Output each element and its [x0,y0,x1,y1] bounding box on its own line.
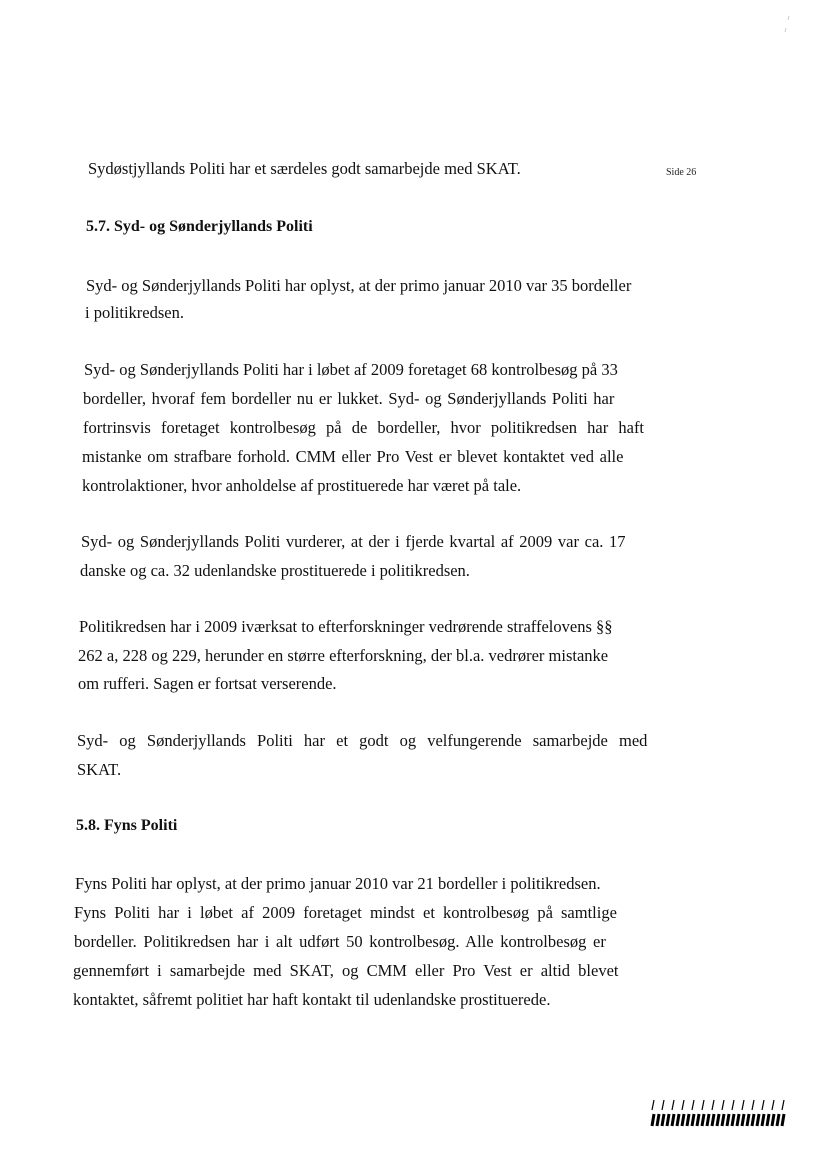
paragraph-line: bordeller, hvoraf fem bordeller nu er lukket. Syd- og Sønderjyllands Politi har [83,389,615,408]
barcode-mark [650,1098,790,1128]
paragraph-line: 262 a, 228 og 229, herunder en større efterforskning, der bl.a. vedrører mistanke [78,646,609,665]
paragraph-line: Syd- og Sønderjyllands Politi har et godt og velfungerende samarbejde med [77,731,648,750]
paragraph-line: mistanke om strafbare forhold. CMM eller Pro Vest er blevet kontaktet ved alle [82,447,624,466]
intro-line: Sydøstjyllands Politi har et særdeles godt samarbejde med SKAT. [88,159,521,178]
paragraph-line: danske og ca. 32 udenlandske prostituerede i politikredsen. [80,561,470,580]
paragraph-line: Syd- og Sønderjyllands Politi har oplyst, at der primo januar 2010 var 35 bordeller [86,276,632,295]
paragraph-line: Fyns Politi har i løbet af 2009 foretaget mindst et kontrolbesøg på samtlige [74,903,617,922]
paragraph-line: Syd- og Sønderjyllands Politi har i løbet af 2009 foretaget 68 kontrolbesøg på 33 [84,360,618,379]
paragraph-line: kontrolaktioner, hvor anholdelse af prostituerede har været på tale. [82,476,522,495]
paragraph-line: Politikredsen har i 2009 iværksat to efterforskninger vedrørende straffelovens §§ [79,617,613,636]
paragraph-line: Fyns Politi har oplyst, at der primo januar 2010 var 21 bordeller i politikredsen. [75,874,601,893]
paragraph-line: bordeller. Politikredsen har i alt udført 50 kontrolbesøg. Alle kontrolbesøg er [74,932,606,951]
paragraph-line: kontaktet, såfremt politiet har haft kontakt til udenlandske prostituerede. [73,990,551,1009]
page-number: Side 26 [666,167,697,178]
paragraph-line: Syd- og Sønderjyllands Politi vurderer, at der i fjerde kvartal af 2009 var ca. 17 [81,532,626,551]
paragraph-line: fortrinsvis foretaget kontrolbesøg på de bordeller, hvor politikredsen har haft [83,418,645,437]
paragraph-line: om rufferi. Sagen er fortsat verserende. [78,674,337,693]
paragraph-line: SKAT. [77,760,122,779]
scan-mark [783,14,791,34]
section-heading-5-8: 5.8. Fyns Politi [76,817,178,834]
section-heading-5-7: 5.7. Syd- og Sønderjyllands Politi [86,218,313,235]
paragraph-line: i politikredsen. [85,303,184,322]
paragraph-line: gennemført i samarbejde med SKAT, og CMM eller Pro Vest er altid blevet [73,961,619,980]
